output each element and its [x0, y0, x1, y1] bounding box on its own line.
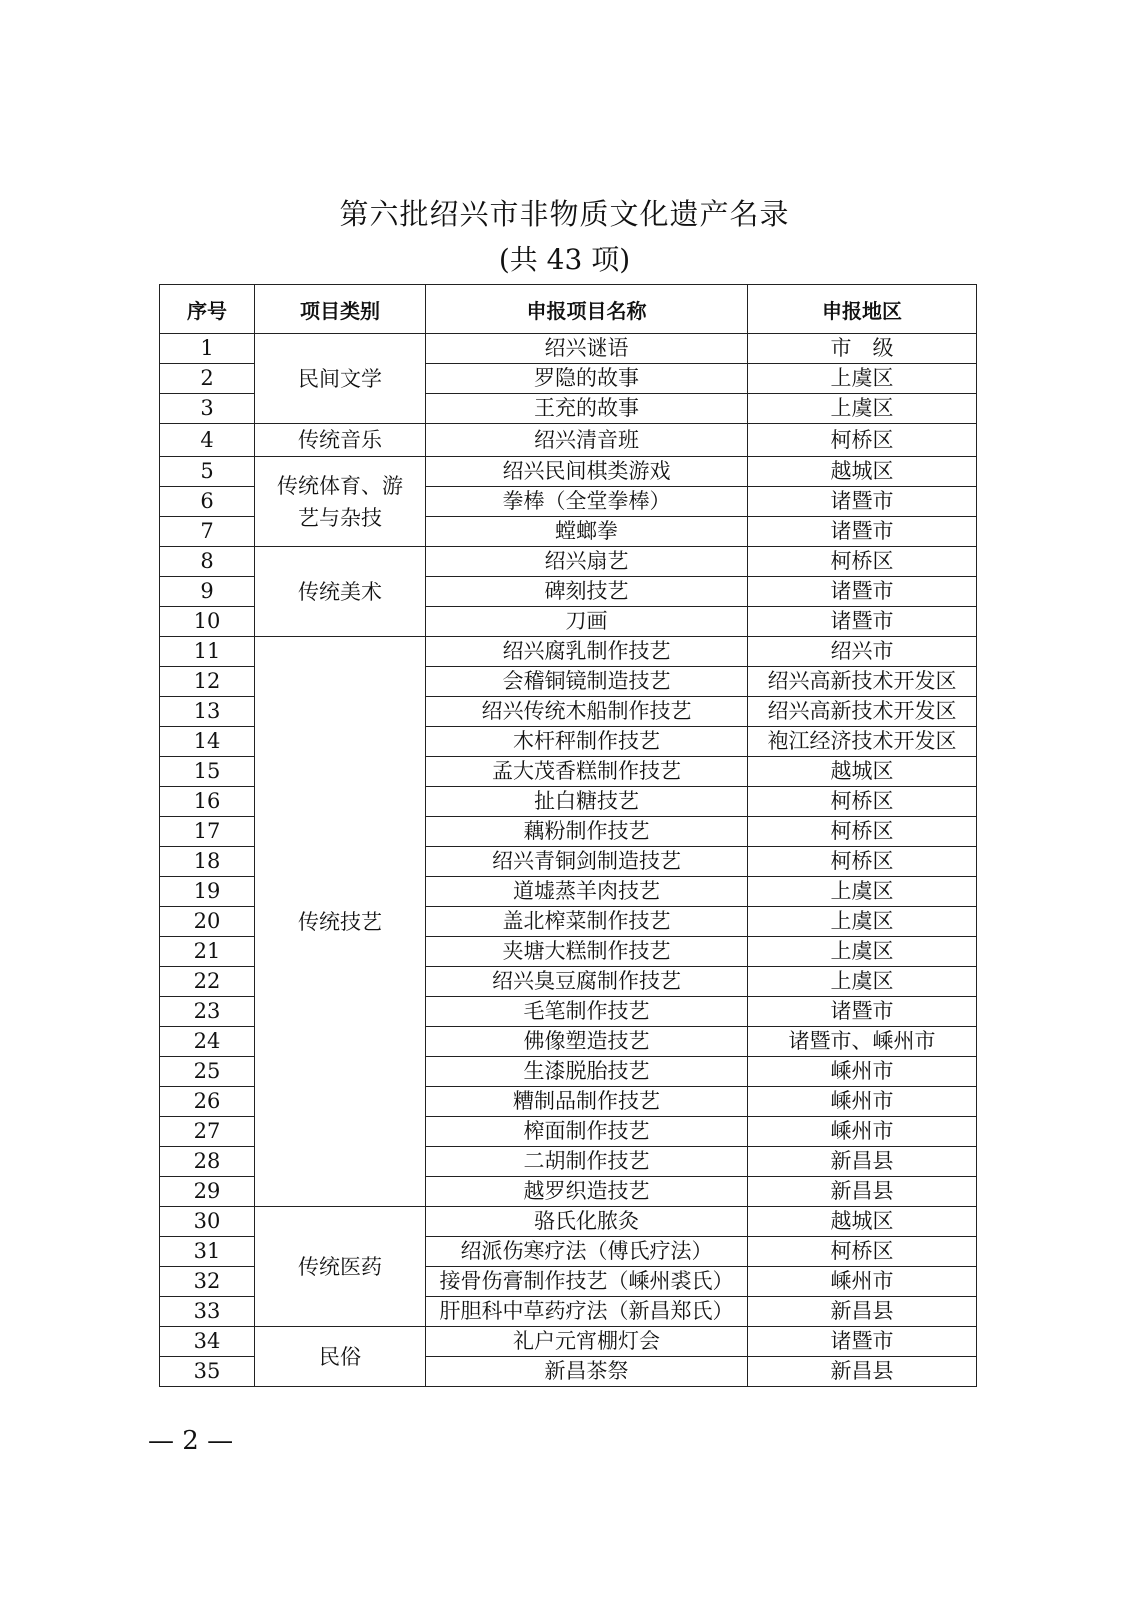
project-name-cell: 二胡制作技艺	[426, 1147, 748, 1177]
project-name-cell: 绍兴民间棋类游戏	[426, 457, 748, 487]
project-name-cell: 盖北榨菜制作技艺	[426, 907, 748, 937]
region-cell: 嵊州市	[748, 1057, 977, 1087]
region-cell: 新昌县	[748, 1297, 977, 1327]
serial-no-cell: 27	[160, 1117, 255, 1147]
serial-no-cell: 29	[160, 1177, 255, 1207]
serial-no-cell: 35	[160, 1357, 255, 1387]
project-name-cell: 榨面制作技艺	[426, 1117, 748, 1147]
project-name-cell: 道墟蒸羊肉技艺	[426, 877, 748, 907]
header-category: 项目类别	[255, 285, 426, 334]
region-cell: 越城区	[748, 757, 977, 787]
project-name-cell: 木杆秤制作技艺	[426, 727, 748, 757]
document-title: 第六批绍兴市非物质文化遗产名录	[339, 197, 790, 231]
serial-no-cell: 11	[160, 637, 255, 667]
project-name-cell: 扯白糖技艺	[426, 787, 748, 817]
project-name-cell: 毛笔制作技艺	[426, 997, 748, 1027]
table-row	[160, 334, 977, 364]
serial-no-cell: 6	[160, 487, 255, 517]
region-cell: 越城区	[748, 457, 977, 487]
region-cell: 诸暨市	[748, 1327, 977, 1357]
region-cell: 上虞区	[748, 937, 977, 967]
project-name-cell: 罗隐的故事	[426, 364, 748, 394]
document-subtitle: (共 43 项)	[498, 243, 631, 276]
serial-no-cell: 19	[160, 877, 255, 907]
table-row	[160, 1327, 977, 1357]
region-cell: 上虞区	[748, 394, 977, 424]
header-region: 申报地区	[748, 285, 977, 334]
region-cell: 诸暨市	[748, 607, 977, 637]
region-cell: 上虞区	[748, 907, 977, 937]
serial-no-cell: 26	[160, 1087, 255, 1117]
region-cell: 越城区	[748, 1207, 977, 1237]
table-row	[160, 424, 977, 457]
serial-no-cell: 5	[160, 457, 255, 487]
category-cell: 传统美术	[255, 547, 426, 637]
category-cell: 传统体育、游艺与杂技	[255, 457, 426, 547]
serial-no-cell: 8	[160, 547, 255, 577]
project-name-cell: 碑刻技艺	[426, 577, 748, 607]
region-cell: 新昌县	[748, 1177, 977, 1207]
region-cell: 上虞区	[748, 364, 977, 394]
category-cell: 传统技艺	[255, 637, 426, 1207]
project-name-cell: 接骨伤膏制作技艺（嵊州裘氏）	[426, 1267, 748, 1297]
project-name-cell: 夹塘大糕制作技艺	[426, 937, 748, 967]
serial-no-cell: 9	[160, 577, 255, 607]
project-name-cell: 绍兴腐乳制作技艺	[426, 637, 748, 667]
serial-no-cell: 14	[160, 727, 255, 757]
serial-no-cell: 32	[160, 1267, 255, 1297]
serial-no-cell: 7	[160, 517, 255, 547]
region-cell: 柯桥区	[748, 424, 977, 457]
project-name-cell: 糟制品制作技艺	[426, 1087, 748, 1117]
project-name-cell: 刀画	[426, 607, 748, 637]
project-name-cell: 藕粉制作技艺	[426, 817, 748, 847]
region-cell: 诸暨市、嵊州市	[748, 1027, 977, 1057]
serial-no-cell: 20	[160, 907, 255, 937]
serial-no-cell: 3	[160, 394, 255, 424]
serial-no-cell: 12	[160, 667, 255, 697]
project-name-cell: 绍兴清音班	[426, 424, 748, 457]
serial-no-cell: 10	[160, 607, 255, 637]
serial-no-cell: 24	[160, 1027, 255, 1057]
project-name-cell: 王充的故事	[426, 394, 748, 424]
project-name-cell: 绍兴青铜剑制造技艺	[426, 847, 748, 877]
project-name-cell: 绍兴扇艺	[426, 547, 748, 577]
page-number: — 2 —	[148, 1426, 234, 1456]
project-name-cell: 拳棒（全堂拳棒）	[426, 487, 748, 517]
serial-no-cell: 30	[160, 1207, 255, 1237]
project-name-cell: 螳螂拳	[426, 517, 748, 547]
serial-no-cell: 25	[160, 1057, 255, 1087]
header-serial-no: 序号	[160, 285, 255, 334]
project-name-cell: 绍兴传统木船制作技艺	[426, 697, 748, 727]
project-name-cell: 孟大茂香糕制作技艺	[426, 757, 748, 787]
project-name-cell: 绍兴谜语	[426, 334, 748, 364]
serial-no-cell: 23	[160, 997, 255, 1027]
heritage-list-table	[159, 284, 977, 1387]
region-cell: 诸暨市	[748, 577, 977, 607]
region-cell: 绍兴高新技术开发区	[748, 697, 977, 727]
table-row	[160, 637, 977, 667]
serial-no-cell: 4	[160, 424, 255, 457]
serial-no-cell: 34	[160, 1327, 255, 1357]
region-cell: 柯桥区	[748, 817, 977, 847]
region-cell: 袍江经济技术开发区	[748, 727, 977, 757]
region-cell: 新昌县	[748, 1147, 977, 1177]
region-cell: 诸暨市	[748, 487, 977, 517]
region-cell: 柯桥区	[748, 1237, 977, 1267]
category-cell: 民俗	[255, 1327, 426, 1387]
project-name-cell: 会稽铜镜制造技艺	[426, 667, 748, 697]
region-cell: 诸暨市	[748, 517, 977, 547]
category-cell: 民间文学	[255, 334, 426, 424]
region-cell: 绍兴市	[748, 637, 977, 667]
region-cell: 嵊州市	[748, 1117, 977, 1147]
serial-no-cell: 28	[160, 1147, 255, 1177]
project-name-cell: 礼户元宵棚灯会	[426, 1327, 748, 1357]
serial-no-cell: 16	[160, 787, 255, 817]
region-cell: 市 级	[748, 334, 977, 364]
category-cell: 传统音乐	[255, 424, 426, 457]
region-cell: 上虞区	[748, 967, 977, 997]
project-name-cell: 生漆脱胎技艺	[426, 1057, 748, 1087]
serial-no-cell: 18	[160, 847, 255, 877]
table-row	[160, 457, 977, 487]
serial-no-cell: 17	[160, 817, 255, 847]
region-cell: 上虞区	[748, 877, 977, 907]
region-cell: 诸暨市	[748, 997, 977, 1027]
project-name-cell: 新昌茶祭	[426, 1357, 748, 1387]
table-body	[160, 334, 977, 1387]
serial-no-cell: 21	[160, 937, 255, 967]
serial-no-cell: 13	[160, 697, 255, 727]
project-name-cell: 绍派伤寒疗法（傅氏疗法）	[426, 1237, 748, 1267]
project-name-cell: 骆氏化脓灸	[426, 1207, 748, 1237]
table-header-row	[160, 285, 977, 334]
region-cell: 柯桥区	[748, 787, 977, 817]
serial-no-cell: 33	[160, 1297, 255, 1327]
project-name-cell: 佛像塑造技艺	[426, 1027, 748, 1057]
serial-no-cell: 31	[160, 1237, 255, 1267]
project-name-cell: 越罗织造技艺	[426, 1177, 748, 1207]
serial-no-cell: 1	[160, 334, 255, 364]
serial-no-cell: 22	[160, 967, 255, 997]
region-cell: 嵊州市	[748, 1267, 977, 1297]
region-cell: 新昌县	[748, 1357, 977, 1387]
table-row	[160, 547, 977, 577]
project-name-cell: 肝胆科中草药疗法（新昌郑氏）	[426, 1297, 748, 1327]
table-row	[160, 1207, 977, 1237]
project-name-cell: 绍兴臭豆腐制作技艺	[426, 967, 748, 997]
category-cell: 传统医药	[255, 1207, 426, 1327]
region-cell: 嵊州市	[748, 1087, 977, 1117]
header-project-name: 申报项目名称	[426, 285, 748, 334]
serial-no-cell: 15	[160, 757, 255, 787]
region-cell: 柯桥区	[748, 847, 977, 877]
region-cell: 柯桥区	[748, 547, 977, 577]
serial-no-cell: 2	[160, 364, 255, 394]
region-cell: 绍兴高新技术开发区	[748, 667, 977, 697]
